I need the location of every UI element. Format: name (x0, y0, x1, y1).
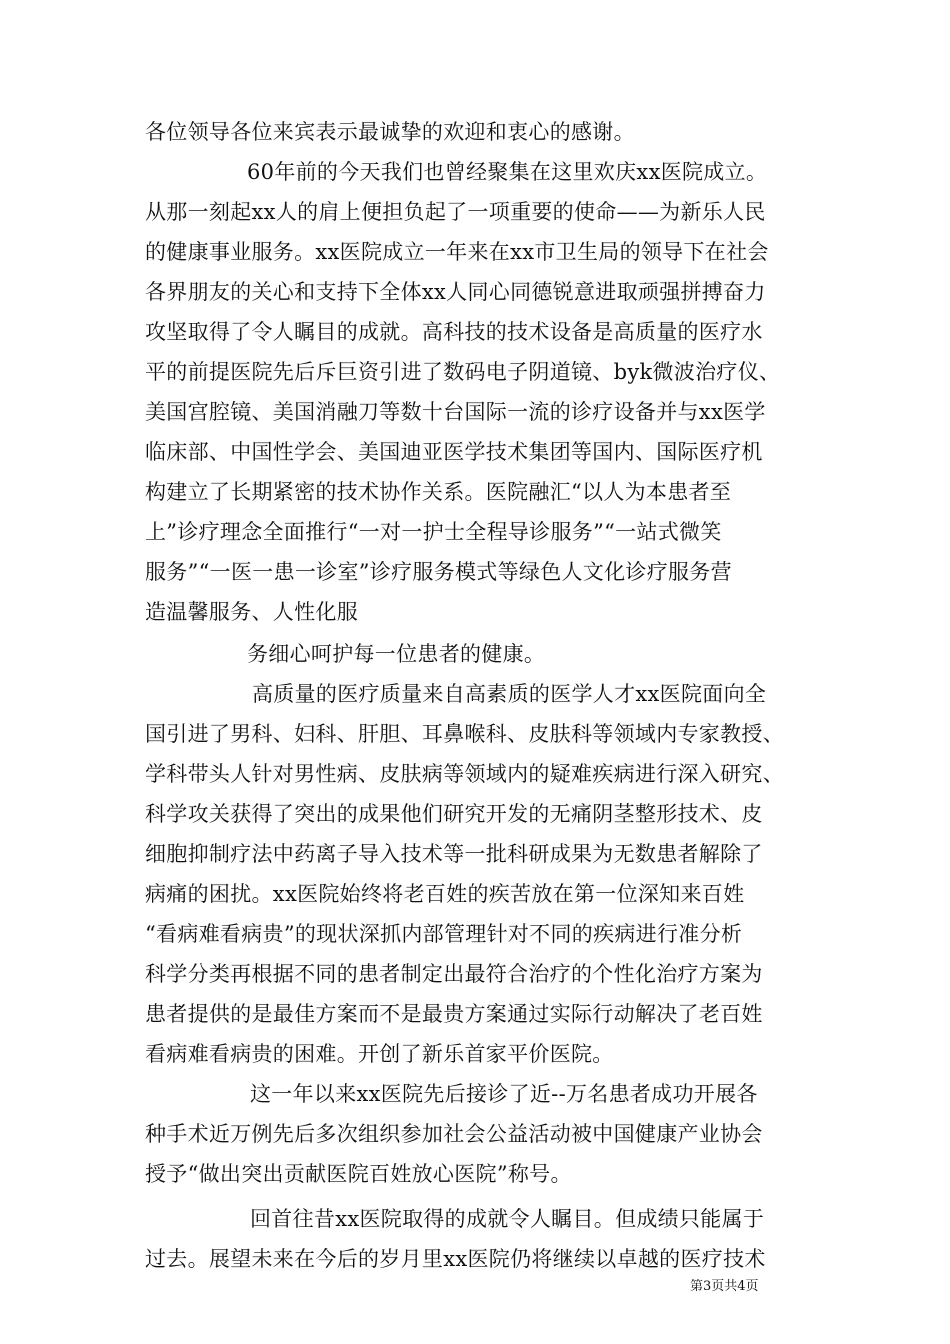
text-line: 病痛的困扰。xx医院始终将老百姓的疾苦放在第一位深知来百姓 (145, 882, 745, 906)
text-line: 细胞抑制疗法中药离子导入技术等一批科研成果为无数患者解除了 (145, 842, 763, 866)
text-line: 科学分类再根据不同的患者制定出最符合治疗的个性化治疗方案为 (145, 962, 763, 986)
text-line: 服务”“一医一患一诊室”诊疗服务模式等绿色人文化诊疗服务营 (145, 560, 732, 584)
text-line: 患者提供的是最佳方案而不是最贵方案通过实际行动解决了老百姓 (145, 1002, 763, 1026)
text-line: 授予“做出突出贡献医院百姓放心医院”称号。 (145, 1162, 572, 1186)
text-line: 60年前的今天我们也曾经聚集在这里欢庆xx医院成立。 (247, 160, 768, 184)
text-line: 从那一刻起xx人的肩上便担负起了一项重要的使命——为新乐人民 (145, 200, 766, 224)
text-line: 各位领导各位来宾表示最诚挚的欢迎和衷心的感谢。 (145, 120, 635, 144)
page-number-footer: 第3页共4页 (690, 1279, 759, 1294)
text-line: 看病难看病贵的困难。开创了新乐首家平价医院。 (145, 1042, 614, 1066)
text-line: 美国宫腔镜、美国消融刀等数十台国际一流的诊疗设备并与xx医学 (145, 400, 766, 424)
text-line: 种手术近万例先后多次组织参加社会公益活动被中国健康产业协会 (145, 1122, 763, 1146)
text-line: 临床部、中国性学会、美国迪亚医学技术集团等国内、国际医疗机 (145, 440, 763, 464)
text-line: 的健康事业服务。xx医院成立一年来在xx市卫生局的领导下在社会 (145, 240, 769, 264)
text-line: 构建立了长期紧密的技术协作关系。医院融汇“以人为本患者至 (145, 480, 732, 504)
text-line: 这一年以来xx医院先后接诊了近--万名患者成功开展各 (250, 1082, 758, 1106)
text-line: “看病难看病贵”的现状深抓内部管理针对不同的疾病进行准分析 (145, 922, 743, 946)
text-line: 上”诊疗理念全面推行“一对一护士全程导诊服务”“一站式微笑 (145, 520, 722, 544)
text-line: 各界朋友的关心和支持下全体xx人同心同德锐意进取顽强拼搏奋力 (145, 280, 766, 304)
text-line: 务细心呵护每一位患者的健康。 (247, 642, 546, 666)
text-line: 学科带头人针对男性病、皮肤病等领域内的疑难疾病进行深入研究、 (145, 762, 784, 786)
text-line: 造温馨服务、人性化服 (145, 600, 358, 624)
text-line: 高质量的医疗质量来自高素质的医学人才xx医院面向全 (252, 682, 767, 706)
text-line: 科学攻关获得了突出的成果他们研究开发的无痛阴茎整形技术、皮 (145, 802, 763, 826)
text-line: 回首往昔xx医院取得的成就令人瞩目。但成绩只能属于 (250, 1207, 765, 1231)
text-line: 国引进了男科、妇科、肝胆、耳鼻喉科、皮肤科等领域内专家教授、 (145, 722, 784, 746)
text-line: 过去。展望未来在今后的岁月里xx医院仍将继续以卓越的医疗技术 (145, 1247, 766, 1271)
text-line: 平的前提医院先后斥巨资引进了数码电子阴道镜、byk微波治疗仪、 (145, 360, 781, 384)
text-line: 攻坚取得了令人瞩目的成就。高科技的技术设备是高质量的医疗水 (145, 320, 763, 344)
